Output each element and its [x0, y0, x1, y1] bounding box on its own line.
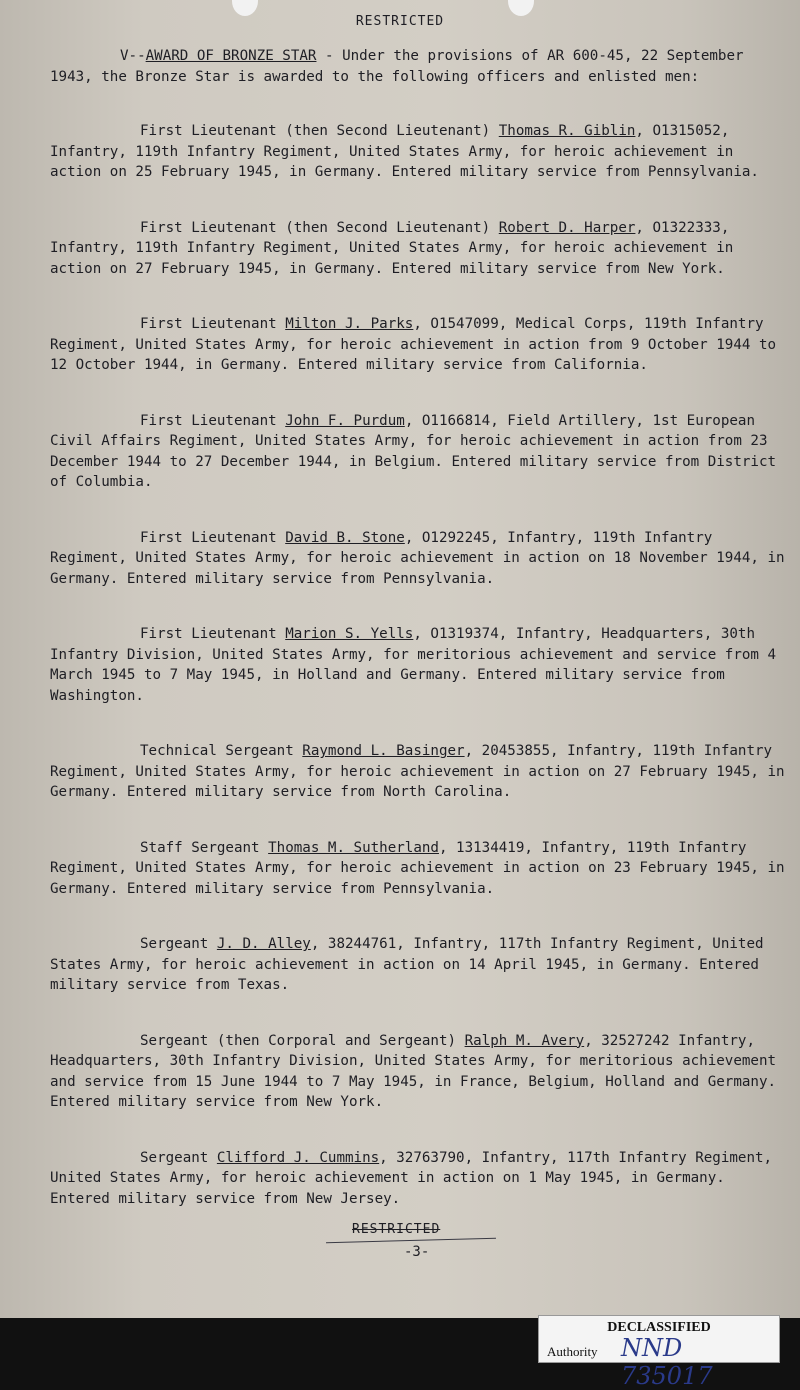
award-entry [50, 121, 790, 183]
entry-rank: Staff Sergeant [140, 839, 269, 856]
recipient-name: Milton J. Parks [285, 316, 414, 332]
award-entry [50, 741, 790, 803]
award-entry [50, 1031, 790, 1113]
award-entry [50, 934, 790, 996]
intro-lead: V-- [120, 48, 146, 64]
intro-paragraph [50, 46, 790, 87]
entry-details: , 38244761, Infantry, 117th Infantry Regiment, United States Army, for heroic achievement in action on 14 April 1945, in Germany. Entered military service from Texas. [50, 936, 764, 993]
authority-label: Authority [547, 1344, 598, 1359]
entry-details: , 32527242 Infantry, Headquarters, 30th Infantry Division, United States Army, for meritorious achievement and service from 15 June 1944 to 7 May 1945, in France, Belgium, Holland and Germany. Entered military service from New York. [50, 1032, 777, 1110]
recipient-name: Robert D. Harper [498, 219, 636, 236]
entry-details: , O1322333, Infantry, 119th Infantry Regiment, United States Army, for heroic achievement in action on 27 February 1945, in Germany. Entered military service from New York. [50, 219, 734, 277]
entry-rank: Sergeant (then Corporal and Sergeant) [140, 1032, 465, 1049]
recipient-name: Clifford J. Cummins [216, 1149, 380, 1166]
entry-details: , O1315052, Infantry, 119th Infantry Regiment, United States Army, for heroic achievement in action on 25 February 1945, in Germany. Entered military service from Pennsylvania. [50, 123, 759, 180]
recipient-name: Raymond L. Basinger [302, 743, 465, 759]
entry-rank: First Lieutenant [140, 316, 286, 332]
award-entry [50, 218, 790, 280]
entry-rank: First Lieutenant [140, 529, 286, 546]
entry-rank: Technical Sergeant [140, 743, 303, 759]
document-body [50, 46, 790, 1244]
award-entry [50, 838, 790, 900]
award-entry [50, 1148, 790, 1210]
award-entry [50, 624, 790, 706]
entry-rank: First Lieutenant (then Second Lieutenant) [140, 219, 499, 236]
award-entry [50, 411, 790, 493]
recipient-name: David B. Stone [285, 529, 405, 546]
entry-details: , 20453855, Infantry, 119th Infantry Regiment, United States Army, for heroic achievement in action on 27 February 1945, in Germany. Entered military service from North Carolina. [50, 743, 785, 800]
entry-rank: First Lieutenant [140, 626, 286, 642]
recipient-name: Thomas R. Giblin [498, 123, 636, 139]
entry-details: , O1547099, Medical Corps, 119th Infantry Regiment, United States Army, for heroic achievement in action from 9 October 1944 to 12 October 1944, in Germany. Entered military service from California. [50, 316, 777, 373]
authority-number: NND 735017 [621, 1334, 713, 1390]
entry-details: , O1166814, Field Artillery, 1st European Civil Affairs Regiment, United States Army, for heroic achievement in action from 23 December 1944 to 27 December 1944, in Belgium. Entered military service from District of Columbia. [50, 412, 777, 490]
entry-rank: First Lieutenant (then Second Lieutenant) [140, 123, 499, 139]
recipient-name: Ralph M. Avery [464, 1032, 585, 1049]
declassified-stamp [538, 1315, 780, 1390]
classification-footer: RESTRICTED [352, 1222, 441, 1237]
entry-details: , O1319374, Infantry, Headquarters, 30th Infantry Division, United States Army, for meritorious achievement and service from 4 March 1945 to 7 May 1945, in Holland and Germany. Entered military service from Washington. [50, 626, 777, 704]
page-number: -3- [404, 1244, 430, 1260]
recipient-name: J. D. Alley [216, 936, 311, 952]
entry-details: , 13134419, Infantry, 119th Infantry Regiment, United States Army, for heroic achievement in action on 23 February 1945, in Germany. Entered military service from Pennsylvania. [50, 839, 785, 897]
declassified-title: DECLASSIFIED [607, 1320, 711, 1335]
section-title: AWARD OF BRONZE STAR [145, 48, 317, 64]
recipient-name: Thomas M. Sutherland [268, 839, 439, 856]
award-entry [50, 314, 790, 376]
intro-text: - Under the provisions of AR 600-45, 22 September 1943, the Bronze Star is awarded to the following officers and enlisted men: [50, 48, 744, 85]
entry-details: , 32763790, Infantry, 117th Infantry Regiment, United States Army, for heroic achievement in action on 1 May 1945, in Germany. Entered military service from New Jersey. [50, 1149, 773, 1207]
entry-rank: Sergeant [140, 1149, 217, 1166]
classification-header: RESTRICTED [355, 14, 445, 29]
award-entry [50, 528, 790, 590]
recipient-name: John F. Purdum [285, 412, 405, 429]
entry-rank: Sergeant [140, 936, 217, 952]
entry-rank: First Lieutenant [140, 412, 286, 429]
entry-details: , O1292245, Infantry, 119th Infantry Regiment, United States Army, for heroic achievement in action on 18 November 1944, in Germany. Entered military service from Pennsylvania. [50, 529, 785, 587]
recipient-name: Marion S. Yells [285, 626, 414, 642]
